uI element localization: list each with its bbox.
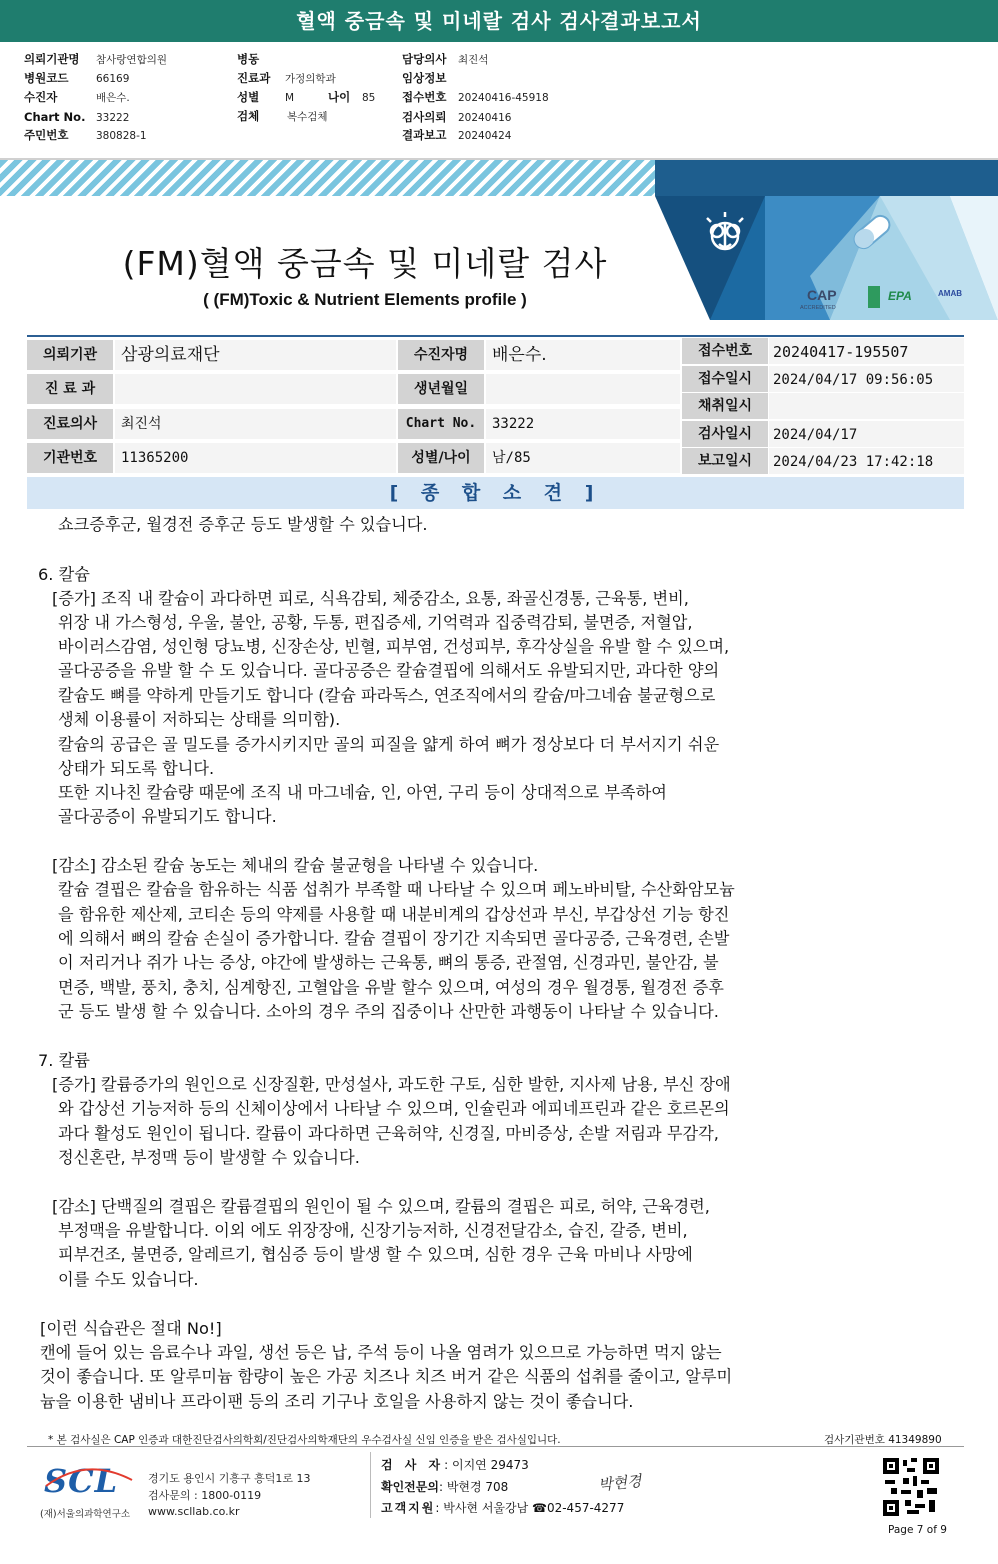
body-line: 위장 내 가스형성, 우울, 불안, 공황, 두통, 편집증세, 기억력과 집중력감퇴, 불면증, 저혈압,	[58, 613, 693, 632]
body-line: 피부건조, 불면증, 알레르기, 협심증 등이 발생 할 수 있으며, 심한 경우 근육 마비나 사망에	[58, 1245, 693, 1264]
body-line: 캔에 들어 있는 음료수나 과일, 생선 등은 납, 주석 등이 나올 염려가 있으므로 가능하면 먹지 않는	[40, 1343, 722, 1362]
label-sex-age: 성별/나이	[398, 443, 484, 473]
label-receipt-time: 접수일시	[682, 366, 768, 392]
opinion-header: [ 종 합 소 견 ]	[27, 477, 964, 509]
staff-support: 고객지원: 박사현 서울강남 ☎02-457-4277	[381, 1501, 625, 1515]
body-line: [감소] 감소된 칼슘 농도는 체내의 칼슘 불균형을 나타낼 수 있습니다.	[52, 856, 539, 875]
footer-divider	[370, 1452, 371, 1518]
value-birth-date	[486, 374, 680, 404]
value-collection-time	[769, 393, 964, 419]
epa-badge: EPA	[888, 289, 912, 303]
info-test-request: 검사의뢰 20240416	[402, 110, 512, 124]
label-collection-time: 채취일시	[682, 393, 768, 419]
lab-code: 검사기관번호 41349890	[824, 1434, 942, 1446]
address: 경기도 용인시 기흥구 흥덕1로 13	[148, 1472, 311, 1485]
cap-badge: CAP	[807, 287, 837, 303]
body-line: 늄을 이용한 냄비나 프라이팬 등의 조리 기구나 호일을 사용하지 않는 것이 좋습니다.	[40, 1392, 634, 1411]
phone: 검사문의 : 1800-0119	[148, 1489, 262, 1502]
info-patient: 수진자 배은수.	[24, 90, 130, 104]
value-report-time: 2024/04/23 17:42:18	[769, 448, 964, 474]
body-line: 과다 활성도 원인이 됩니다. 칼륨이 과다하면 근육허약, 신경질, 마비증상, 손발 저림과 무감각,	[58, 1124, 719, 1143]
label-doctor: 진료의사	[27, 409, 113, 439]
body-line: 부정맥을 유발합니다. 이외 에도 위장장애, 신장기능저하, 신경전달감소, 습진, 갈증, 변비,	[58, 1221, 688, 1240]
value-org-number: 11365200	[115, 443, 396, 473]
body-line: [증가] 칼륨증가의 원인으로 신장질환, 만성설사, 과도한 구토, 심한 발한, 지사제 남용, 부신 장애	[52, 1075, 731, 1094]
scl-logo: SCL	[44, 1462, 119, 1500]
label-test-time: 검사일시	[682, 421, 768, 447]
info-age: 나이 85	[328, 90, 376, 104]
label-requesting-org: 의뢰기관	[27, 340, 113, 370]
decorative-band-dark	[655, 160, 998, 196]
label-receipt-no: 접수번호	[682, 338, 768, 364]
info-hospital-code: 병원코드 66169	[24, 71, 130, 85]
value-receipt-no: 20240417-195507	[769, 338, 964, 364]
body-line: 골다공증을 유발 할 수 도 있습니다. 골다공증은 칼슘결핍에 의해서도 유발되지만, 과다한 양의	[58, 661, 720, 680]
info-clinical: 임상정보	[402, 71, 447, 85]
organization-name: (재)서울의과학연구소	[40, 1509, 131, 1520]
body-line: 바이러스감염, 성인형 당뇨병, 신장손상, 빈혈, 피부염, 건성피부, 후각상실을 유발 할 수 있으며,	[58, 637, 730, 656]
body-line: [감소] 단백질의 결핍은 칼륨결핍의 원인이 될 수 있으며, 칼륨의 결핍은 피로, 허약, 근육경련,	[52, 1197, 710, 1216]
body-line: 골다공증이 유발되기도 합니다.	[58, 807, 277, 826]
page-number: Page 7 of 9	[888, 1524, 947, 1536]
body-line: 군 등도 발생 할 수 있습니다. 소아의 경우 주의 집중이나 산만한 과행동이 나타날 수 있습니다.	[58, 1002, 719, 1021]
info-requesting-org: 의뢰기관명 참사랑연합의원	[24, 52, 168, 66]
body-line: 정신혼란, 부정맥 등이 발생할 수 있습니다.	[58, 1148, 360, 1167]
amab-badge: AMAB	[938, 289, 962, 298]
staff-tester: 검 사 자: 이지연 29473	[381, 1458, 529, 1472]
label-department: 진 료 과	[27, 374, 113, 404]
info-chart-no: Chart No. 33222	[24, 110, 130, 124]
value-chart-no: 33222	[486, 409, 680, 439]
body-line: [증가] 조직 내 칼슘이 과다하면 피로, 식욕감퇴, 체중감소, 요통, 좌골신경통, 근육통, 변비,	[52, 589, 689, 608]
value-department	[115, 374, 396, 404]
section-heading-calcium: 6. 칼슘	[38, 565, 90, 584]
info-result-report: 결과보고 20240424	[402, 128, 512, 142]
body-line: 것이 좋습니다. 또 알루미늄 함량이 높은 가공 치즈나 치즈 버거 같은 식품의 섭취를 줄이고, 알루미	[40, 1367, 733, 1386]
label-birth-date: 생년월일	[398, 374, 484, 404]
diet-warning-heading: [이런 식습관은 절대 No!]	[40, 1319, 222, 1338]
sub-title: ( (FM)Toxic & Nutrient Elements profile )	[203, 290, 527, 309]
top-info-panel	[0, 42, 998, 160]
info-specimen: 검체 복수검체	[237, 109, 328, 123]
body-line: 상태가 되도록 합니다.	[58, 759, 215, 778]
label-chart-no: Chart No.	[398, 409, 484, 439]
body-line: 이를 수도 있습니다.	[58, 1270, 199, 1289]
info-ward: 병동	[237, 52, 260, 66]
body-line: 칼슘의 공급은 골 밀도를 증가시키지만 골의 피질을 얇게 하여 뼈가 정상보다 더 부서지기 쉬운	[58, 735, 720, 754]
body-line: 이 저리거나 쥐가 나는 증상, 야간에 발생하는 근육통, 뼈의 통증, 관절염, 신경과민, 불안감, 불	[58, 953, 719, 972]
body-line: 을 함유한 제산제, 코티손 등의 약제를 사용할 때 내분비계의 갑상선과 부신, 부갑상선 기능 항진	[58, 905, 730, 924]
report-title: 혈액 중금속 및 미네랄 검사 검사결과보고서	[0, 0, 998, 42]
body-line: 칼슘 결핍은 칼슘을 함유하는 식품 섭취가 부족할 때 나타날 수 있으며 페노바비탈, 수산화암모늄	[58, 880, 735, 899]
body-line: 칼슘도 뼈를 약하게 만들기도 합니다 (칼슘 파라독스, 연조직에서의 칼슘/마그네슘 불균형으로	[58, 686, 716, 705]
value-test-time: 2024/04/17	[769, 421, 964, 447]
info-doctor: 담당의사 최진석	[402, 52, 489, 66]
body-line: 면증, 백발, 풍치, 충치, 심계항진, 고혈압을 유발 할수 있으며, 여성의 경우 월경통, 월경전 증후	[58, 978, 724, 997]
body-line: 쇼크증후군, 월경전 증후군 등도 발생할 수 있습니다.	[58, 515, 428, 534]
cap-accredited: ACCREDITED	[800, 305, 836, 311]
label-patient-name: 수진자명	[398, 340, 484, 370]
certification-note: * 본 검사실은 CAP 인증과 대한진단검사의학회/진단검사의학재단의 우수검사실 신임 인증을 받은 검사실입니다.	[48, 1434, 561, 1446]
body-line: 와 갑상선 기능저하 등의 신체이상에서 나타날 수 있으며, 인슐린과 에피네프린과 같은 호르몬의	[58, 1099, 730, 1118]
value-doctor: 최진석	[115, 409, 396, 439]
logo-swoosh-icon	[44, 1464, 134, 1504]
info-resident-no: 주민번호 380828-1	[24, 128, 147, 142]
table-top-rule	[27, 335, 964, 337]
info-department: 진료과 가정의학과	[237, 71, 336, 85]
website-link[interactable]: www.scllab.co.kr	[148, 1505, 240, 1518]
staff-specialist: 확인전문의: 박현경 708	[381, 1480, 509, 1494]
info-receipt-no: 접수번호 20240416-45918	[402, 90, 549, 104]
value-receipt-time: 2024/04/17 09:56:05	[769, 366, 964, 392]
label-report-time: 보고일시	[682, 448, 768, 474]
value-sex-age: 남/85	[486, 443, 680, 473]
signature: 박현경	[597, 1471, 643, 1495]
main-title: (FM)혈액 중금속 및 미네랄 검사	[122, 244, 608, 283]
body-line: 생체 이용률이 저하되는 상태를 의미함).	[58, 710, 341, 729]
info-sex: 성별 M	[237, 90, 295, 104]
qr-code-icon[interactable]	[883, 1458, 939, 1516]
value-patient-name: 배은수.	[486, 340, 680, 370]
body-line: 에 의해서 뼈의 칼슘 손실이 증가합니다. 칼슘 결핍이 장기간 지속되면 골다공증, 근육경련, 손발	[58, 929, 730, 948]
lm-badge	[868, 286, 880, 308]
label-org-number: 기관번호	[27, 443, 113, 473]
value-requesting-org: 삼광의료재단	[115, 340, 396, 370]
body-line: 또한 지나친 칼슘량 때문에 조직 내 마그네슘, 인, 아연, 구리 등이 상대적으로 부족하여	[58, 783, 667, 802]
section-heading-potassium: 7. 칼륨	[38, 1051, 90, 1070]
